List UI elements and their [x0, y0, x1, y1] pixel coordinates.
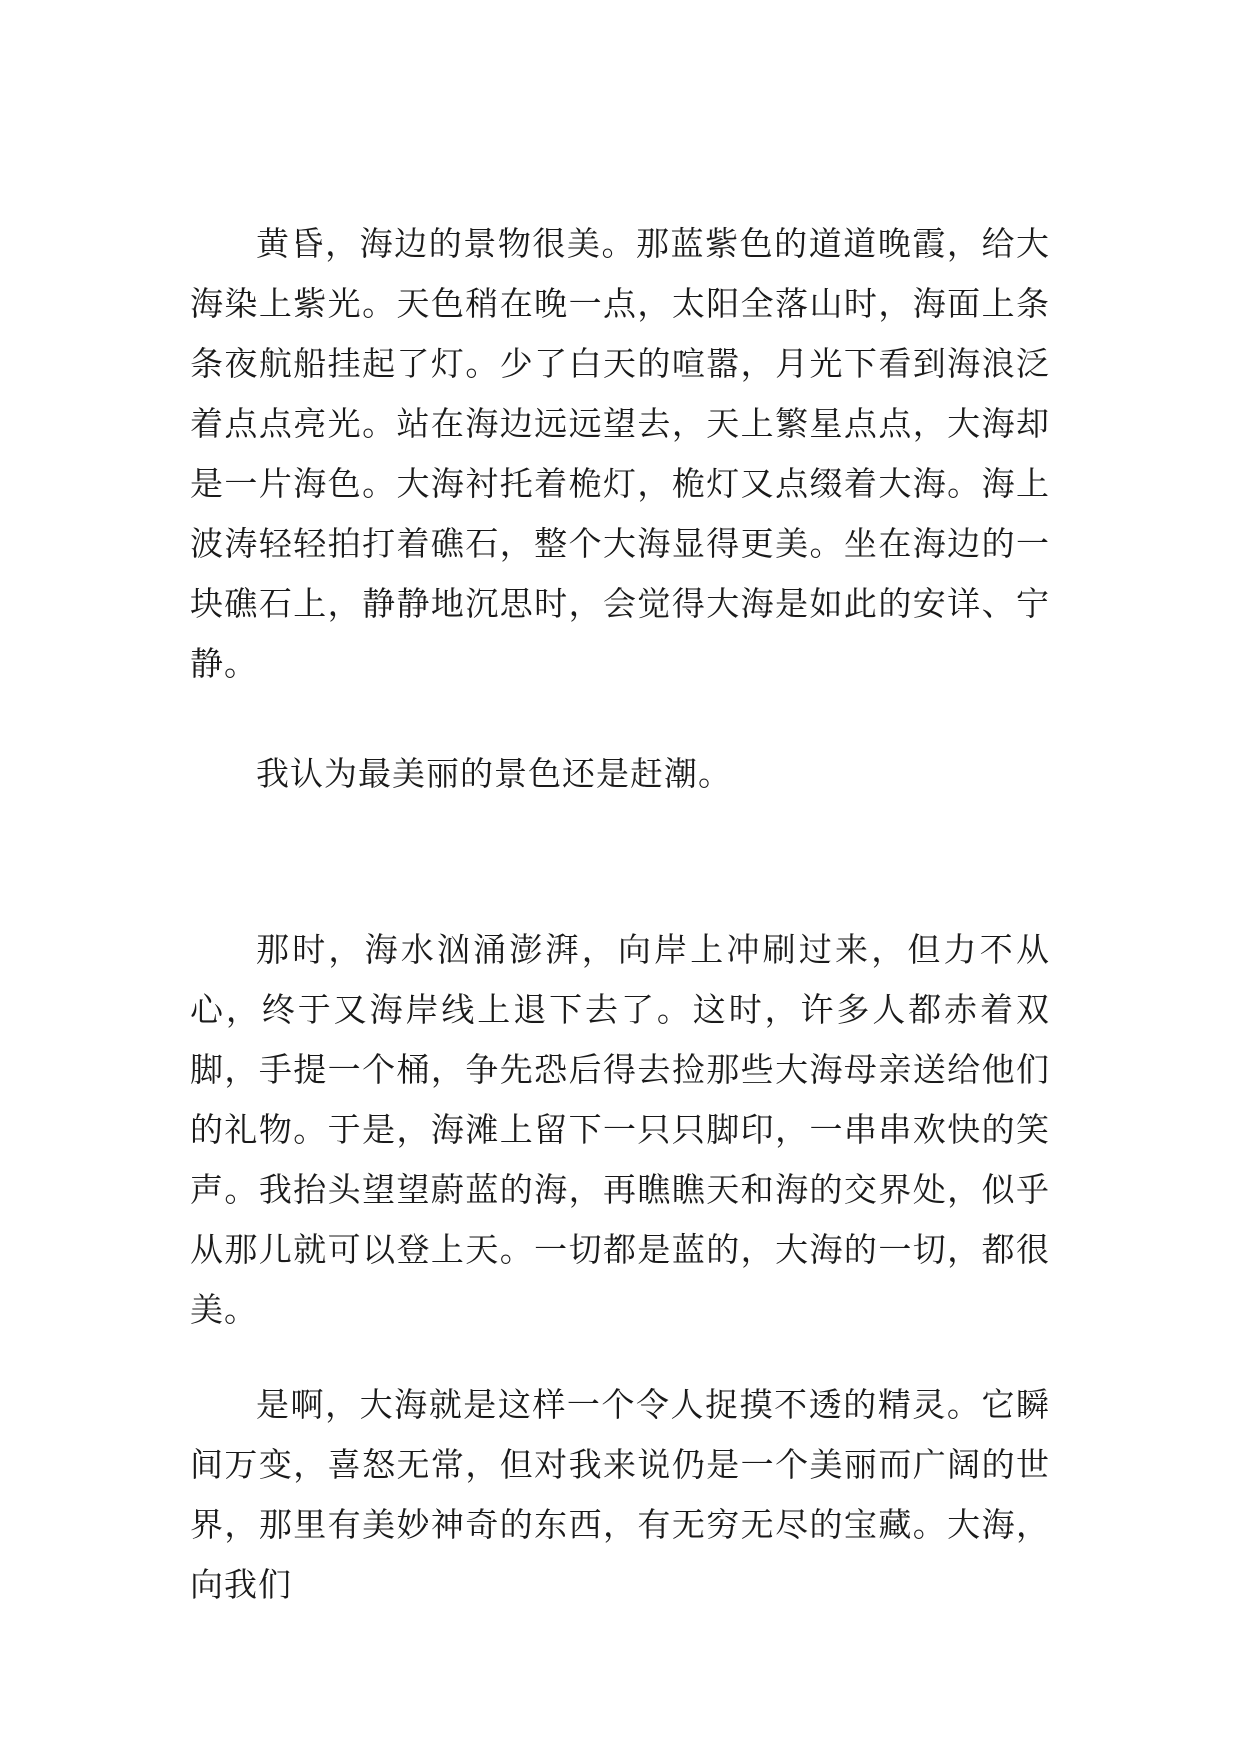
paragraph-evening-sea: 黄昏，海边的景物很美。那蓝紫色的道道晚霞，给大海染上紫光。天色稍在晚一点，太阳全落山时，海面上条条夜航船挂起了灯。少了白天的喧嚣，月光下看到海浪泛着点点亮光。站在海边远远望去，天上繁星点点，大海却是一片海色。大海衬托着桅灯，桅灯又点缀着大海。海上波涛轻轻拍打着礁石，整个大海显得更美。坐在海边的一块礁石上，静静地沉思时，会觉得大海是如此的安详、宁静。	[190, 224, 1050, 683]
paragraph-tide-opinion: 我认为最美丽的景色还是赶潮。	[256, 754, 732, 793]
paragraph-tide-scene: 那时，海水汹涌澎湃，向岸上冲刷过来，但力不从心，终于又海岸线上退下去了。这时，许多人都赤着双脚，手提一个桶，争先恐后得去捡那些大海母亲送给他们的礼物。于是，海滩上留下一只只脚印，一串串欢快的笑声。我抬头望望蔚蓝的海，再瞧瞧天和海的交界处，似乎从那儿就可以登上天。一切都是蓝的，大海的一切，都很美。	[190, 930, 1050, 1329]
paragraph-sea-spirit: 是啊，大海就是这样一个令人捉摸不透的精灵。它瞬间万变，喜怒无常，但对我来说仍是一个美丽而广阔的世界，那里有美妙神奇的东西，有无穷无尽的宝藏。大海，向我们	[190, 1385, 1050, 1604]
